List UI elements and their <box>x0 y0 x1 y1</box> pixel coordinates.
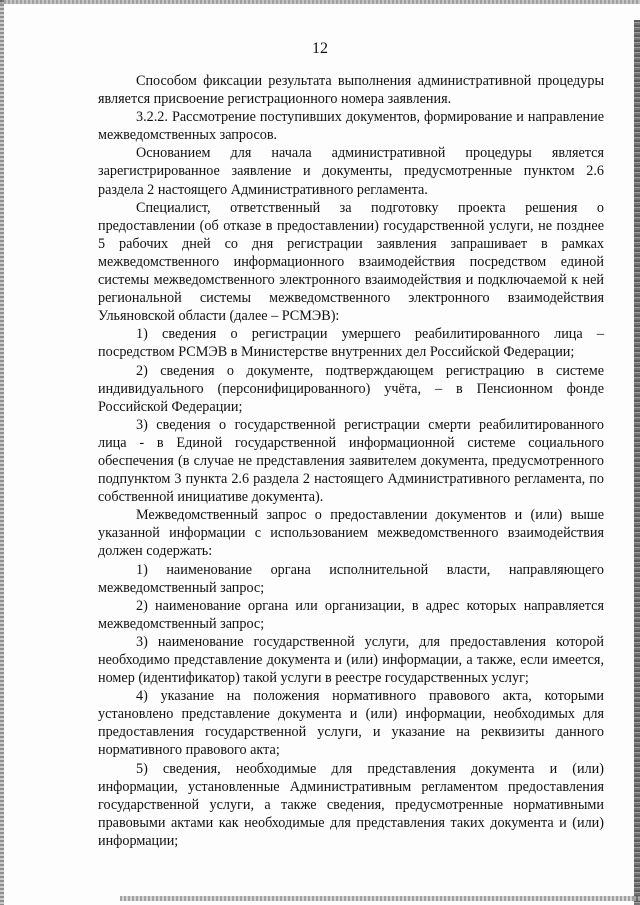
list-item-content-4: 4) указание на положения нормативного правового акта, которыми установлено представление документа и (или) информации, необходимых для предоставления государственной услуги, и указание на реквизиты данного нормативного правового акта; <box>98 688 604 759</box>
document-body <box>98 72 604 850</box>
list-item-request-3: 3) сведения о государственной регистрации смерти реабилитированного лица - в Единой государственной информационной системе социального обеспечения (в случае не представления заявителем документа, предусмотренного подпунктом 3 пункта 2.6 раздела 2 настоящего Административного регламента, по собственной инициативе документа). <box>98 416 604 506</box>
list-item-content-1: 1) наименование органа исполнительной власти, направляющего межведомственный запрос; <box>98 561 604 596</box>
paragraph-basis: Основанием для начала административной процедуры является зарегистрированное заявление и документы, предусмотренные пунктом 2.6 раздела 2 настоящего Административного регламента. <box>98 145 604 198</box>
scan-edge-right <box>634 20 640 905</box>
scan-edge-top <box>0 0 640 4</box>
paragraph-interagency-request: Межведомственный запрос о предоставлении документов и (или) выше указанной информации с использованием межведомственного взаимодействия должен содержать: <box>98 507 604 560</box>
paragraph-section-3-2-2: 3.2.2. Рассмотрение поступивших документов, формирование и направление межведомственных запросов. <box>98 109 604 144</box>
page-number: 12 <box>312 40 328 57</box>
list-item-content-3: 3) наименование государственной услуги, для предоставления которой необходимо представление документа и (или) информации, а также, если имеется, номер (идентификатор) такой услуги в реестре государственных услуг; <box>98 633 604 687</box>
scan-edge-left <box>0 0 4 905</box>
list-item-content-2: 2) наименование органа или организации, в адрес которых направляется межведомственный запрос; <box>98 597 604 632</box>
scan-edge-bottom <box>120 896 640 901</box>
list-item-request-1: 1) сведения о регистрации умершего реабилитированного лица – посредством РСМЭВ в Министерстве внутренних дел Российской Федерации; <box>98 326 604 361</box>
paragraph-fixation-method: Способом фиксации результата выполнения административной процедуры является присвоение регистрационного номера заявления. <box>98 73 604 108</box>
paragraph-specialist: Специалист, ответственный за подготовку проекта решения о предоставлении (об отказе в предоставлении) государственной услуги, не позднее 5 рабочих дней со дня регистрации заявления запрашивает в рамках межведомственного информационного взаимодействия посредством единой системы межведомственного электронного взаимодействия и подключаемой к ней региональной системы межведомственного электронного взаимодействия Ульяновской области (далее – РСМЭВ): <box>98 199 604 325</box>
list-item-content-5: 5) сведения, необходимые для представления документа и (или) информации, установленные Административным регламентом предоставления государственной услуги, а также сведения, предусмотренные нормативными правовыми актами как необходимые для представления таких документа и (или) информации; <box>98 760 604 849</box>
list-item-request-2: 2) сведения о документе, подтверждающем регистрацию в системе индивидуального (персонифицированного) учёта, – в Пенсионном фонде Российской Федерации; <box>98 362 604 415</box>
